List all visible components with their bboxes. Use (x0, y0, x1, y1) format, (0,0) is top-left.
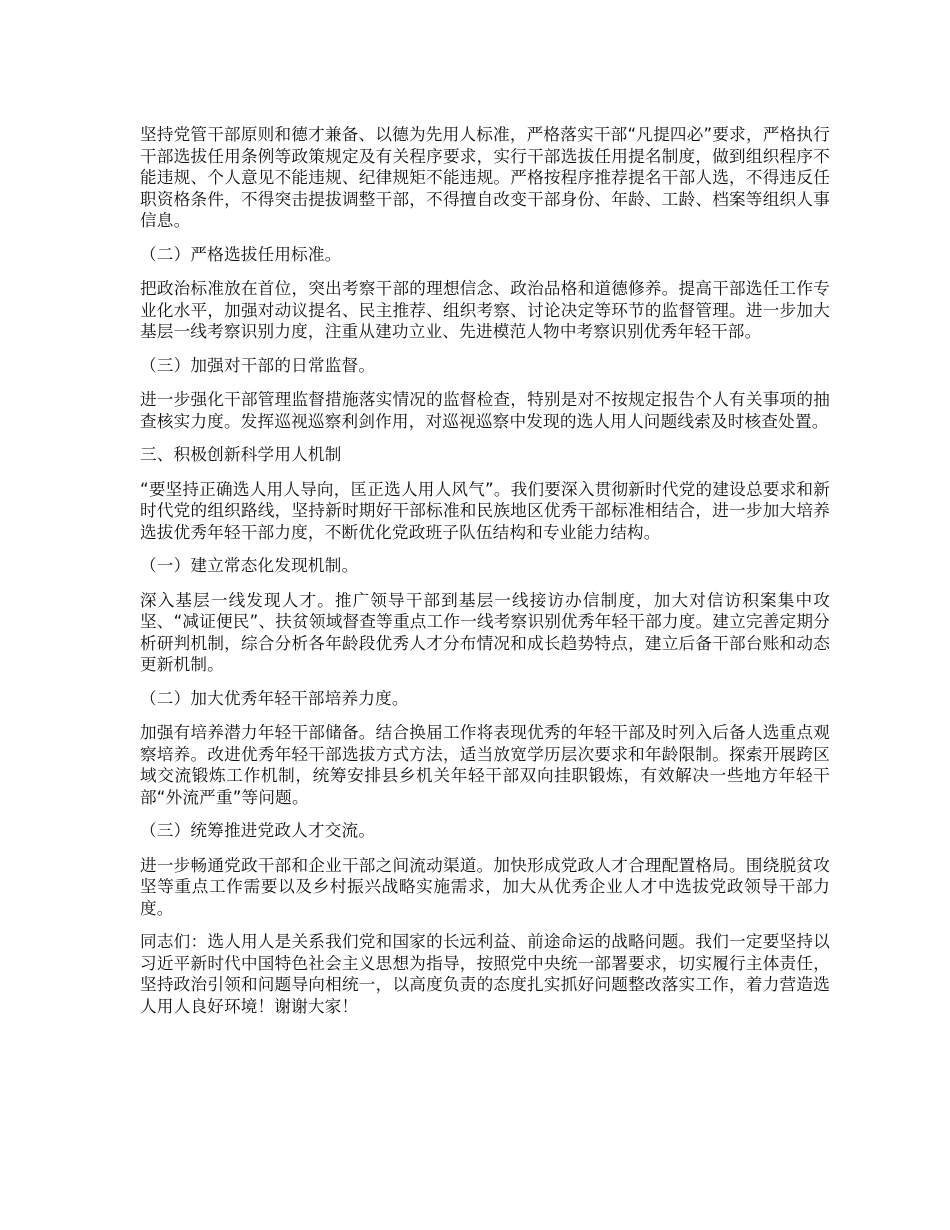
paragraph-talent-flow: 进一步畅通党政干部和企业干部之间流动渠道。加快形成党政人才合理配置格局。围绕脱贫攻坚等重点工作需要以及乡村振兴战略实施需求，加大从优秀企业人才中选拔党政领导干部力度。 (140, 855, 830, 918)
heading-selection-standards: （二）严格选拔任用标准。 (140, 244, 342, 264)
heading-discovery-mechanism: （一）建立常态化发现机制。 (140, 556, 359, 575)
document-body (140, 124, 830, 1029)
paragraph-selection-orientation: “要坚持正确选人用人导向，匡正选人用人风气”。我们要深入贯彻新时代党的建设总要求和新时代党的组织路线，坚持新时期好干部标准和民族地区优秀干部标准相结合，进一步加大培养选拔优秀年轻干部力度，不断优化党政班子队伍结构和专业能力结构。 (140, 479, 830, 542)
paragraph-supervision-inspection: 进一步强化干部管理监督措施落实情况的监督检查，特别是对不按规定报告个人有关事项的抽查核实力度。发挥巡视巡察利剑作用，对巡视巡察中发现的选人用人问题线索及时核查处置。 (140, 390, 830, 431)
heading-section-three: 三、积极创新科学用人机制 (140, 445, 342, 464)
paragraph-political-standards: 把政治标准放在首位，突出考察干部的理想信念、政治品格和道德修养。提高干部选任工作专业化水平，加强对动议提名、民主推荐、组织考察、讨论决定等环节的监督管理。进一步加大基层一线考察识别力度，注重从建功立业、先进模范人物中考察识别优秀年轻干部。 (140, 279, 830, 341)
paragraph-grassroots-discovery: 深入基层一线发现人才。推广领导干部到基层一线接访办信制度，加大对信访积案集中攻坚、“减证便民”、扶贫领域督查等重点工作一线考察识别优秀年轻干部力度。建立完善定期分析研判机制，综合分析各年龄段优秀人才分布情况和成长趋势特点，建立后备干部台账和动态更新机制。 (140, 590, 830, 674)
paragraph-young-cadre-reserve: 加强有培养潜力年轻干部储备。结合换届工作将表现优秀的年轻干部及时列入后备人选重点观察培养。改进优秀年轻干部选拔方式方法，适当放宽学历层次要求和年龄限制。探索开展跨区域交流锻炼工作机制，统筹安排县乡机关年轻干部双向挂职锻炼，有效解决一些地方年轻干部“外流严重”等问题。 (140, 723, 830, 807)
heading-talent-exchange: （三）统筹推进党政人才交流。 (140, 821, 376, 840)
heading-young-cadre-training: （二）加大优秀年轻干部培养力度。 (140, 688, 409, 708)
heading-daily-supervision: （三）加强对干部的日常监督。 (140, 355, 376, 375)
paragraph-selection-procedure: 坚持党管干部原则和德才兼备、以德为先用人标准，严格落实干部“凡提四必”要求，严格执行干部选拔任用条例等政策规定及有关程序要求，实行干部选拔任用提名制度，做到组织程序不能违规、个人意见不能违规、纪律规矩不能违规。严格按程序推荐提名干部人选，不得违反任职资格条件，不得突击提拔调整干部，不得擅自改变干部身份、年龄、工龄、档案等组织人事信息。 (140, 125, 830, 230)
paragraph-closing-remarks: 同志们：选人用人是关系我们党和国家的长远利益、前途命运的战略问题。我们一定要坚持以习近平新时代中国特色社会主义思想为指导，按照党中央统一部署要求，切实履行主体责任，坚持政治引领和问题导向相统一，以高度负责的态度扎实抓好问题整改落实工作，着力营造选人用人良好环境！谢谢大家！ (140, 932, 830, 1016)
